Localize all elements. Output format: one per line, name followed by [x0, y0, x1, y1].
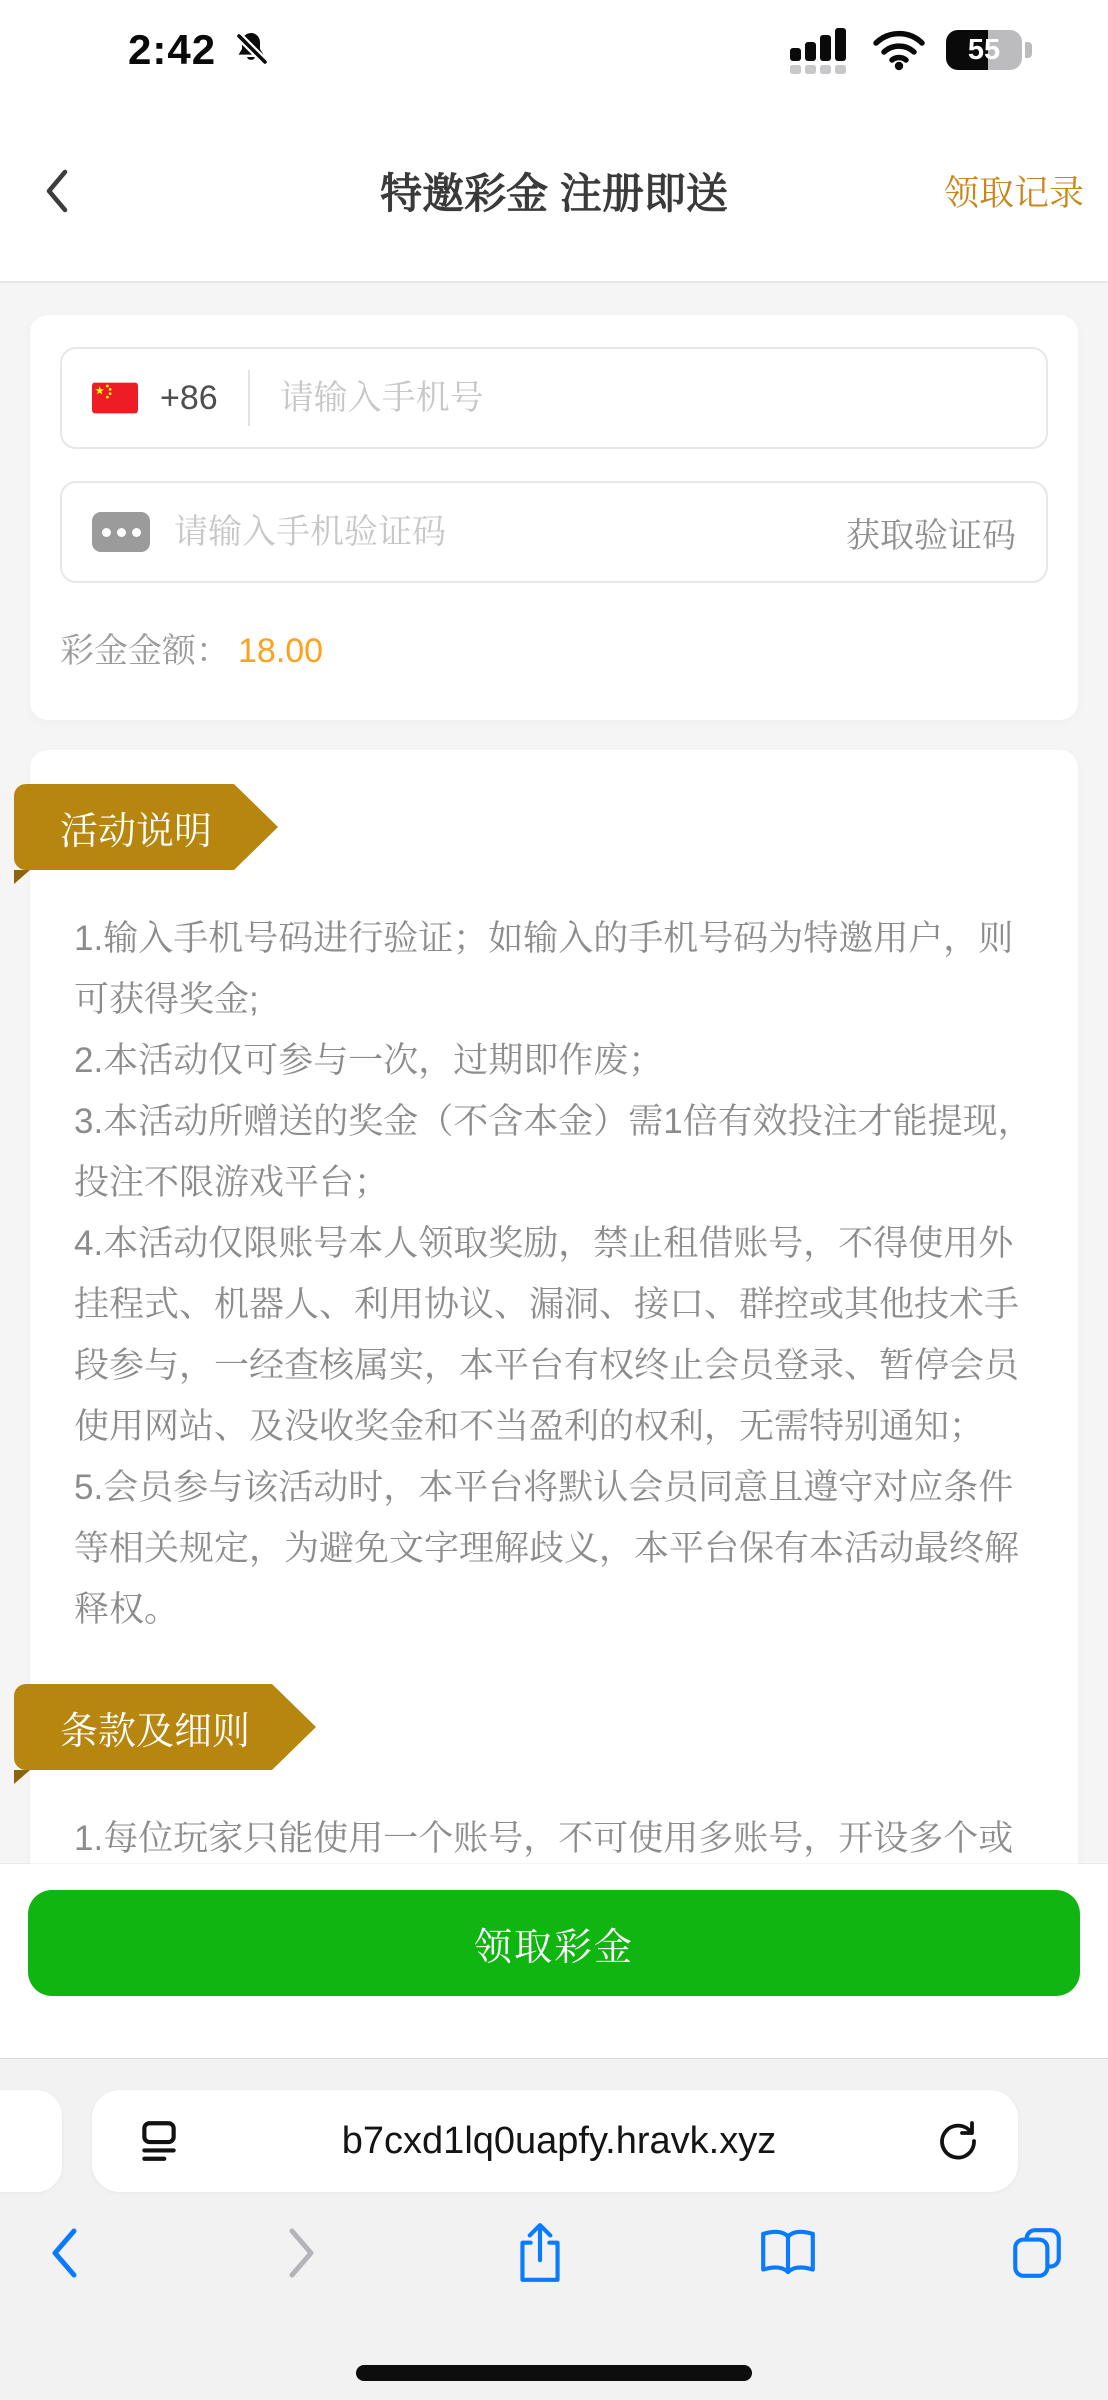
page-title: 特邀彩金 注册即送: [380, 169, 728, 217]
get-code-button[interactable]: 获取验证码: [846, 516, 1016, 555]
bonus-amount-value: 18.00: [238, 632, 324, 670]
reload-icon[interactable]: [936, 2119, 980, 2163]
phone-input[interactable]: [280, 379, 1016, 418]
bookmarks-button[interactable]: [757, 2226, 819, 2280]
status-left: [128, 0, 272, 100]
verification-code-input[interactable]: [174, 513, 846, 552]
activity-ribbon-label: 活动说明: [60, 810, 213, 853]
activity-rule: 1.输入手机号码进行验证；如输入的手机号码为特邀用户，则可获得奖金;: [74, 919, 1014, 1019]
browser-toolbar: [0, 2221, 1108, 2285]
home-indicator[interactable]: [356, 2365, 752, 2381]
bonus-amount-row: [60, 623, 1048, 672]
tabs-button[interactable]: [1008, 2224, 1066, 2282]
clock: 2:42: [128, 26, 217, 73]
battery-percent: 55: [967, 33, 1001, 66]
claim-form-card: [30, 315, 1078, 720]
activity-rule: 4.本活动仅限账号本人领取奖励，禁止租借账号，不得使用外挂程式、机器人、利用协议、漏洞、接口、群控或其他技术手段参与，一经查核属实，本平台有权终止会员登录、暂停会员使用网站、及没收奖金和不当盈利的权利，无需特别通知；: [74, 1224, 1020, 1446]
terms-ribbon: [14, 1684, 272, 1770]
tabs-icon: [1008, 2224, 1066, 2282]
terms-rules-text: [74, 1808, 1040, 1869]
terms-ribbon-label: 条款及细则: [60, 1710, 251, 1753]
bonus-amount-label: 彩金金额：: [60, 632, 230, 670]
activity-rule: 3.本活动所赠送的奖金（不含本金）需1倍有效投注才能提现，投注不限游戏平台；: [74, 1102, 1033, 1202]
browser-forward-button[interactable]: [278, 2225, 324, 2281]
activity-rules-text: [74, 908, 1040, 1640]
phone-input-row: [60, 347, 1048, 449]
battery-icon: [946, 30, 1022, 70]
bell-slash-icon: [230, 29, 272, 71]
activity-ribbon: [14, 784, 234, 870]
china-flag-icon: [92, 382, 138, 414]
page-menu-icon[interactable]: [136, 2118, 182, 2164]
nav-bar: [0, 100, 1108, 283]
claim-bonus-button[interactable]: 领取彩金: [28, 1890, 1080, 1996]
wifi-icon: [872, 29, 926, 71]
terms-rule: 1.每位玩家只能使用一个账号，不可使用多账号，开设多个或: [74, 1819, 1014, 1858]
url-text: b7cxd1lq0uapfy.hravk.xyz: [341, 2119, 777, 2162]
code-input-row: [60, 481, 1048, 583]
chevron-left-icon: [42, 2225, 88, 2281]
claim-bar: [0, 1864, 1108, 2058]
cellular-signal-icon: [790, 26, 852, 74]
divider: [248, 370, 250, 426]
activity-rule: 2.本活动仅可参与一次，过期即作废；: [74, 1041, 664, 1080]
password-dots-icon: [92, 512, 150, 552]
browser-back-button[interactable]: [42, 2225, 88, 2281]
share-button[interactable]: [513, 2221, 567, 2285]
activity-rule: 5.会员参与该活动时，本平台将默认会员同意且遵守对应条件等相关规定，为避免文字理解歧义，本平台保有本活动最终解释权。: [74, 1468, 1020, 1629]
chevron-right-icon: [278, 2225, 324, 2281]
address-bar[interactable]: [92, 2090, 1018, 2192]
browser-chrome: [0, 2058, 1108, 2400]
share-icon: [513, 2221, 567, 2285]
status-right: [790, 0, 1022, 100]
previous-tab-sliver[interactable]: [0, 2090, 62, 2192]
country-code[interactable]: +86: [160, 378, 218, 417]
book-icon: [757, 2226, 819, 2280]
claim-history-link[interactable]: 领取记录: [943, 173, 1084, 213]
status-bar: [0, 0, 1108, 100]
